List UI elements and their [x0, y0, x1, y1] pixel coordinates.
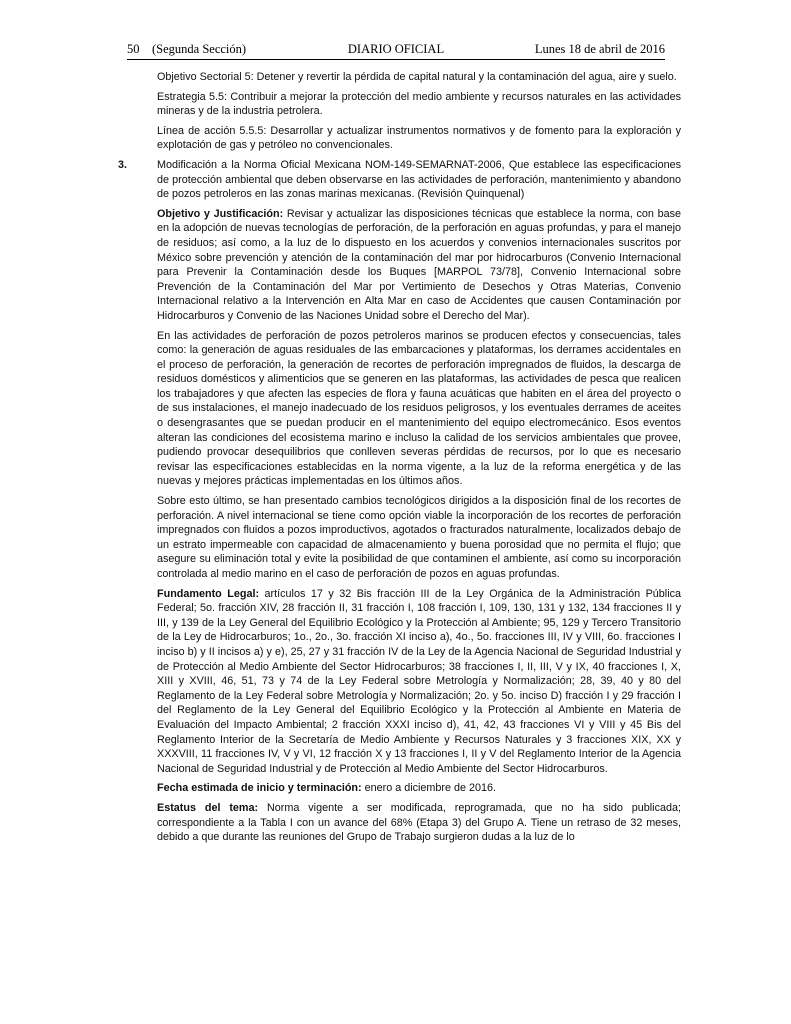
- page-number: 50: [127, 42, 140, 56]
- page-header: [127, 42, 665, 62]
- fundamento-text: artículos 17 y 32 Bis fracción III de la Ley Orgánica de la Administración Pública Federal; 5o. fracción XIV, 28 fracción II, 31 fracción I, 108 fracción I, 109, 130, 131 y 132, 134 fracciones II y III, y 139 de la Ley General del Equilibrio Ecológico y la Protección al Ambiente; 95, 129 y Tercero Transitorio de la Ley de Hidrocarburos; 1o., 2o., 3o. fracción XI inciso a), 4o., 5o. fracciones III, IV y VIII, 6o. fracciones I inciso b) y II incisos a) y e), 25, 27 y 31 fracción IV de la Ley de la Agencia Nacional de Seguridad Industrial y de Protección al Medio Ambiente del Sector Hidrocarburos; 38 fracciones I, II, III, V y IX, 40 fracciones I, X, XIII y XVIII, 46, 51, 73 y 74 de la Ley Federal sobre Metrología y Normalización; 28, 39, 40 y 80 del Reglamento de la Ley Federal sobre Metrología y Normalización; 2o. y 5o. inciso D) fracción I y 29 fracción I del Reglamento de la Ley General del Equilibrio Ecológico y la Protección al Ambiente en Materia de Evaluación del Impacto Ambiental; 2 fracción XXXI inciso d), 41, 42, 43 fracciones VI y VIII y 45 Bis del Reglamento Interior de la Secretaría de Medio Ambiente y Recursos Naturales y 3 fracciones XIX, XX y XXXVIII, 11 fracciones IV, V y VI, 12 fracción X y 13 fracciones I, II y V del Reglamento Interior de la Agencia Nacional de Seguridad Industrial y de Protección al Medio Ambiente del Sector Hidrocarburos.: [157, 587, 681, 775]
- paragraph-estatus: [157, 801, 681, 845]
- item-number: 3.: [118, 158, 128, 171]
- paragraph-fecha: [157, 781, 681, 796]
- fecha-label: Fecha estimada de inicio y terminación:: [157, 782, 362, 795]
- publication-date: Lunes 18 de abril de 2016: [534, 42, 665, 56]
- fundamento-label: Fundamento Legal:: [157, 587, 260, 600]
- paragraph-objetivo-sectorial: Objetivo Sectorial 5: Detener y revertir la pérdida de capital natural y la contaminación del agua, aire y suelo.: [157, 71, 677, 83]
- estatus-text: Norma vigente a ser modificada, reprogramada, que no ha sido publicada; correspondiente a la Tabla I con un avance del 68% (Etapa 3) del Grupo A. Tiene un retraso de 32 meses, debido a que durante las reuniones del Grupo de Trabajo surgieron dudas a la luz de lo: [157, 801, 681, 844]
- paragraph-objetivo-justificacion: [157, 207, 681, 324]
- header-rule: [127, 59, 665, 60]
- fecha-text: enero a diciembre de 2016.: [361, 782, 497, 795]
- publication-title: DIARIO OFICIAL: [347, 42, 445, 56]
- item-title: Modificación a la Norma Oficial Mexicana NOM-149-SEMARNAT-2006, Que establece las especificaciones de protección ambiental que deben observarse en las actividades de perforación, mantenimiento y abandono de pozos petroleros en las zonas marinas mexicanas. (Revisión Quinquenal): [157, 158, 681, 201]
- objetivo-label: Objetivo y Justificación:: [157, 207, 284, 220]
- list-item-3: [118, 158, 681, 202]
- paragraph-actividades: En las actividades de perforación de pozos petroleros marinos se producen efectos y consecuencias, tales como: la generación de aguas residuales de las embarcaciones y plataformas, los derrames accidentales en el proceso de perforación, la generación de recortes de perforación impregnados de fluidos, la descarga de residuos domésticos y alimenticios que se generen en las plataformas, las actividades de pesca que realicen los trabajadores y que afecten las especies de flora y fauna acuáticas que habiten en el área del proyecto o de sus instalaciones, el manejo inadecuado de los residuos peligrosos, y los eventuales derrames de aceites o desengrasantes que se puedan producir en el mantenimiento del equipo electromecánico. Esos eventos alteran las condiciones del ecosistema marino e incluso la calidad de los servicios ambientales que provee, pudiendo provocar desequilibrios que conlleven severas pérdidas de recursos, por lo que es necesario revisar las especificaciones establecidas en la norma vigente, a la luz de la reforma energética y de las nuevas y mejores prácticas implementadas en los últimos años.: [157, 329, 681, 488]
- paragraph-fundamento-legal: [157, 587, 681, 777]
- paragraph-estrategia: Estrategia 5.5: Contribuir a mejorar la protección del medio ambiente y recursos naturales en las actividades mineras y de la industria petrolera.: [157, 90, 681, 118]
- document-body: [118, 70, 682, 850]
- objetivo-text: Revisar y actualizar las disposiciones técnicas que establece la norma, con base en la adopción de nuevas tecnologías de perforación, de la perforación en aguas profundas, y para el manejo de residuos; así como, a la luz de lo dispuesto en los acuerdos y convenios internacionales suscritos por México sobre prevención y atención de la contaminación del mar por hidrocarburos (Convenio Internacional para Prevenir la Contaminación desde los Buques [MARPOL 73/78], Convenio Internacional sobre Prevención de la Contaminación del Mar por Vertimiento de Desechos y Otras Materias, Convenio Internacional relativo a la Intervención en Alta Mar en caso de Accidentes que causen Contaminación por Hidrocarburos y Convenio de las Naciones Unidad sobre el Derecho del Mar).: [157, 207, 682, 322]
- section-label: (Segunda Sección): [152, 42, 247, 56]
- estatus-label: Estatus del tema:: [157, 801, 259, 814]
- paragraph-sobre-esto: Sobre esto último, se han presentado cambios tecnológicos dirigidos a la disposición final de los recortes de perforación. A nivel internacional se tiene como opción viable la incorporación de los recortes de perforación impregnados con fluidos a pozos improductivos, agotados o fracturados naturalmente, localizados debajo de un estrato impermeable con capacidad de almacenamiento y buena porosidad que no permita el flujo; que asegure su eliminación total y evite la posibilidad de que contaminen el ambiente, así como su incorporación controlada al medio marino en el caso de perforación de pozos en aguas profundas.: [157, 495, 681, 580]
- paragraph-linea-accion: Línea de acción 5.5.5: Desarrollar y actualizar instrumentos normativos y de fomento para la exploración y explotación de gas y petróleo no convencionales.: [157, 124, 681, 152]
